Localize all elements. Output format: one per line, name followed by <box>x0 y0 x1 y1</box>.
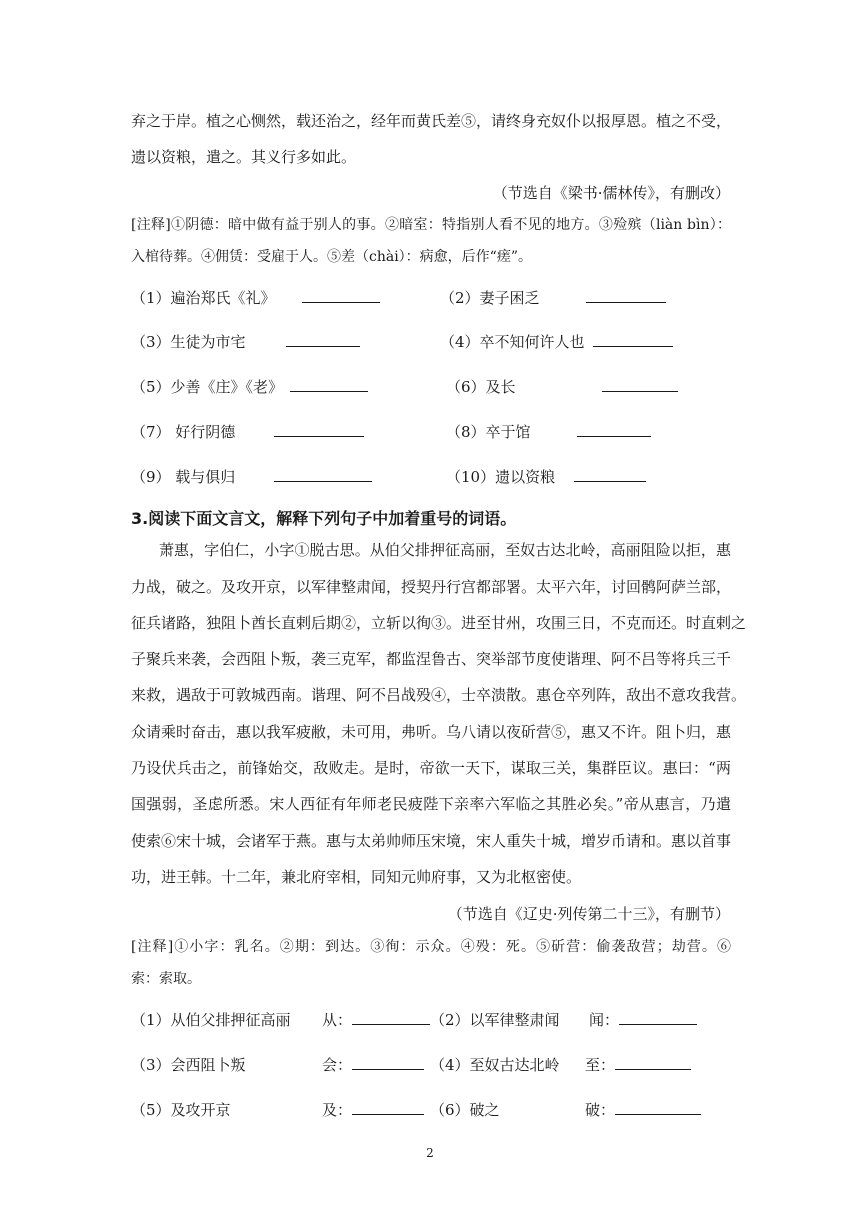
question-text: （4）卒不知何许人也 <box>440 333 585 351</box>
question-label: 破： <box>585 1101 616 1119</box>
passage-line: 弃之于岸。植之心恻然，载还治之，经年而黄氏差⑤，请终身充奴仆以报厚恩。植之不受， <box>131 112 732 130</box>
answer-blank[interactable] <box>615 1100 701 1115</box>
question-item <box>131 331 360 352</box>
question-item <box>131 376 368 397</box>
question-item <box>430 1099 701 1120</box>
question-label: 从： <box>322 1011 353 1029</box>
passage-line: 国强弱，圣虑所悉。宋人西征有年师老民疲陛下亲率六军临之其胜必矣。”帝从惠言，乃遣 <box>131 795 731 813</box>
question-text: （2）以军律整肃闻 <box>430 1011 560 1029</box>
passage-line: 萧惠，字伯仁，小字①脱古思。从伯父排押征高丽，至奴古达北岭，高丽阻险以拒，惠 <box>159 541 731 559</box>
passage-line: 征兵诸路，独阻卜酋长直剌后期②，立斩以徇③。进至甘州，攻围三日，不克而还。时直剌之 <box>131 614 747 632</box>
question-text: （6）破之 <box>430 1101 500 1119</box>
page-number: 2 <box>426 1146 434 1160</box>
question-item <box>131 421 364 442</box>
question-item <box>446 376 678 397</box>
question-text: （5）及攻开京 <box>131 1101 231 1119</box>
answer-blank[interactable] <box>274 467 372 482</box>
answer-blank[interactable] <box>586 288 666 303</box>
answer-blank[interactable] <box>352 1010 430 1025</box>
question-text: （4）至奴古达北岭 <box>430 1056 560 1074</box>
answer-blank[interactable] <box>352 1055 424 1070</box>
question-item <box>446 421 651 442</box>
question-item <box>440 331 673 352</box>
section-heading: 3.阅读下面文言文，解释下列句子中加着重号的词语。 <box>131 509 517 528</box>
question-text: （9） 载与俱归 <box>131 468 236 486</box>
question-text: （3）生徒为市宅 <box>131 333 246 351</box>
question-item <box>131 1009 430 1030</box>
answer-blank[interactable] <box>619 1010 697 1025</box>
answer-blank[interactable] <box>352 1100 424 1115</box>
passage-line: 使索⑥宋十城，会诸军于燕。惠与太弟帅师压宋境，宋人重失十城，增岁币请和。惠以首事 <box>131 832 732 850</box>
answer-blank[interactable] <box>286 332 360 347</box>
question-item <box>430 1054 691 1075</box>
source-citation: （节选自《辽史·列传第二十三》，有删节） <box>447 905 730 923</box>
annotation-line: [注释]①阴德：暗中做有益于别人的事。②暗室：特指别人看不见的地方。③殓殡（liàn bìn）： <box>131 217 731 233</box>
question-item <box>131 1099 424 1120</box>
question-text: （5）少善《庄》《老》 <box>131 378 284 396</box>
question-text: （6）及长 <box>446 378 516 396</box>
source-citation: （节选自《梁书·儒林传》，有删改） <box>492 184 730 202</box>
annotation-line: 索：索取。 <box>131 971 201 987</box>
question-text: （1）从伯父排押征高丽 <box>131 1011 291 1029</box>
question-label: 会： <box>322 1056 353 1074</box>
question-item <box>430 1009 697 1030</box>
question-item <box>446 466 646 487</box>
passage-line: 乃设伏兵击之，前锋始交，敌败走。是时，帝欲一天下，谋取三关，集群臣议。惠曰：“两 <box>131 759 731 777</box>
passage-line: 子聚兵来袭，会西阻卜叛，袭三克军，都监涅鲁古、突举部节度使谐理、阿不吕等将兵三千 <box>131 650 732 668</box>
question-text: （8）卒于馆 <box>446 423 531 441</box>
passage-line: 力战，破之。及攻开京，以军律整肃闻，授契丹行宫都部署。太平六年，讨回鹘阿萨兰部， <box>131 578 732 596</box>
annotation-line: [注释]①小字：乳名。②期：到达。③徇：示众。④殁：死。⑤斫营：偷袭敌营；劫营。⑥ <box>131 939 731 955</box>
passage-line: 功，进王韩。十二年，兼北府宰相，同知元帅府事，又为北枢密使。 <box>131 868 582 886</box>
answer-blank[interactable] <box>602 377 678 392</box>
question-item <box>131 1054 424 1075</box>
question-text: （7） 好行阴德 <box>131 423 236 441</box>
answer-blank[interactable] <box>615 1055 691 1070</box>
answer-blank[interactable] <box>577 422 651 437</box>
passage-line: 来救，遇敌于可敦城西南。谐理、阿不吕战殁④，士卒溃散。惠仓卒列阵，敌出不意攻我营。 <box>131 686 747 704</box>
answer-blank[interactable] <box>290 377 368 392</box>
question-label: 闻： <box>589 1011 620 1029</box>
question-item <box>131 287 380 308</box>
answer-blank[interactable] <box>274 422 364 437</box>
question-text: （1）遍治郑氏《礼》 <box>131 289 276 307</box>
question-text: （3）会西阻卜叛 <box>131 1056 246 1074</box>
passage-line: 众请乘时奋击，惠以我军疲敝，未可用，弗听。乌八请以夜斫营⑤，惠又不许。阻卜归，惠 <box>131 723 732 741</box>
annotation-line: 入棺待葬。④佣赁：受雇于人。⑤差（chài）：病愈，后作“瘥”。 <box>131 249 532 265</box>
question-text: （10）遗以资粮 <box>446 468 556 486</box>
answer-blank[interactable] <box>574 467 646 482</box>
answer-blank[interactable] <box>302 288 380 303</box>
question-label: 及： <box>322 1101 353 1119</box>
question-item <box>131 466 372 487</box>
question-text: （2）妻子困乏 <box>440 289 540 307</box>
question-item <box>440 287 666 308</box>
question-label: 至： <box>585 1056 616 1074</box>
answer-blank[interactable] <box>593 332 673 347</box>
passage-line: 遗以资粮，遣之。其义行多如此。 <box>131 148 357 166</box>
